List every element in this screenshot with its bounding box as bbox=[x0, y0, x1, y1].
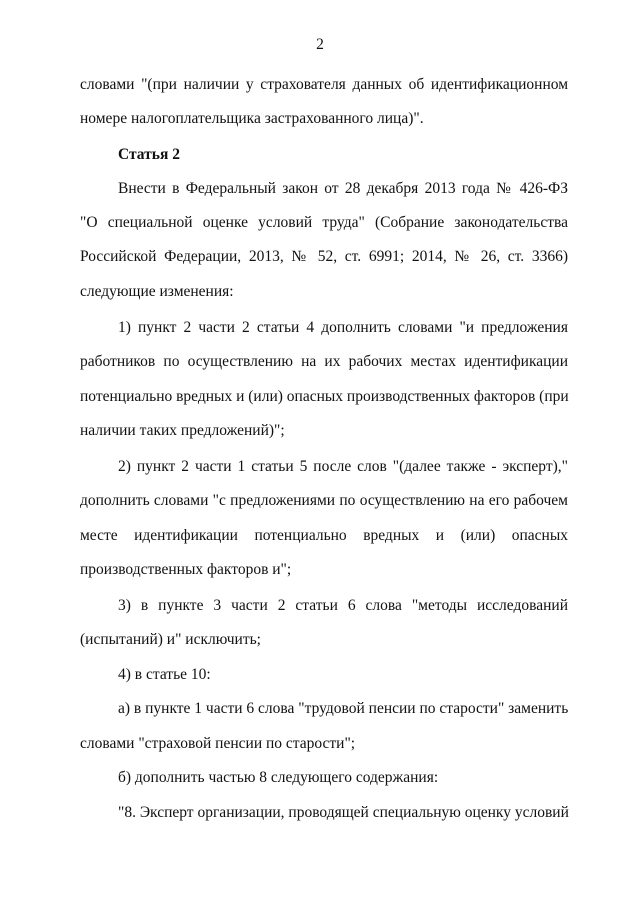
text-line: Внести в Федеральный закон от 28 декабря 2013 года № 426-ФЗ bbox=[118, 180, 568, 197]
text-line: "О специальной оценке условий труда" (Собрание законодательства bbox=[80, 214, 568, 231]
text-line: дополнить словами "с предложениями по осуществлению на его рабочем bbox=[80, 492, 568, 509]
text-line: 1) пункт 2 части 2 статьи 4 дополнить словами "и предложения bbox=[118, 319, 568, 336]
text-line: 3) в пункте 3 части 2 статьи 6 слова "методы исследований bbox=[118, 597, 568, 614]
text-line: "8. Эксперт организации, проводящей специальную оценку условий bbox=[118, 804, 569, 821]
text-line: б) дополнить частью 8 следующего содержания: bbox=[118, 769, 439, 786]
article-heading: Статья 2 bbox=[118, 146, 180, 163]
page-number: 2 bbox=[316, 36, 324, 53]
text-line: словами "страховой пенсии по старости"; bbox=[80, 735, 356, 752]
text-line: месте идентификации потенциально вредных и (или) опасных bbox=[80, 527, 568, 544]
text-line: номере налогоплательщика застрахованного лица)". bbox=[80, 110, 424, 127]
text-line: Российской Федерации, 2013, № 52, ст. 6991; 2014, № 26, ст. 3366) bbox=[80, 248, 568, 265]
text-line: а) в пункте 1 части 6 слова "трудовой пенсии по старости" заменить bbox=[118, 700, 569, 717]
text-line: следующие изменения: bbox=[80, 283, 234, 300]
text-line: 2) пункт 2 части 1 статьи 5 после слов "(далее также - эксперт)," bbox=[118, 458, 568, 475]
text-line: наличии таких предложений)"; bbox=[80, 422, 285, 439]
text-line: работников по осуществлению на их рабочих местах идентификации bbox=[80, 353, 568, 370]
text-line: (испытаний) и" исключить; bbox=[80, 631, 261, 648]
text-line: производственных факторов и"; bbox=[80, 561, 292, 578]
text-line: словами "(при наличии у страхователя данных об идентификационном bbox=[80, 76, 568, 93]
text-line: 4) в статье 10: bbox=[118, 666, 211, 683]
text-line: потенциально вредных и (или) опасных производственных факторов (при bbox=[80, 388, 569, 405]
